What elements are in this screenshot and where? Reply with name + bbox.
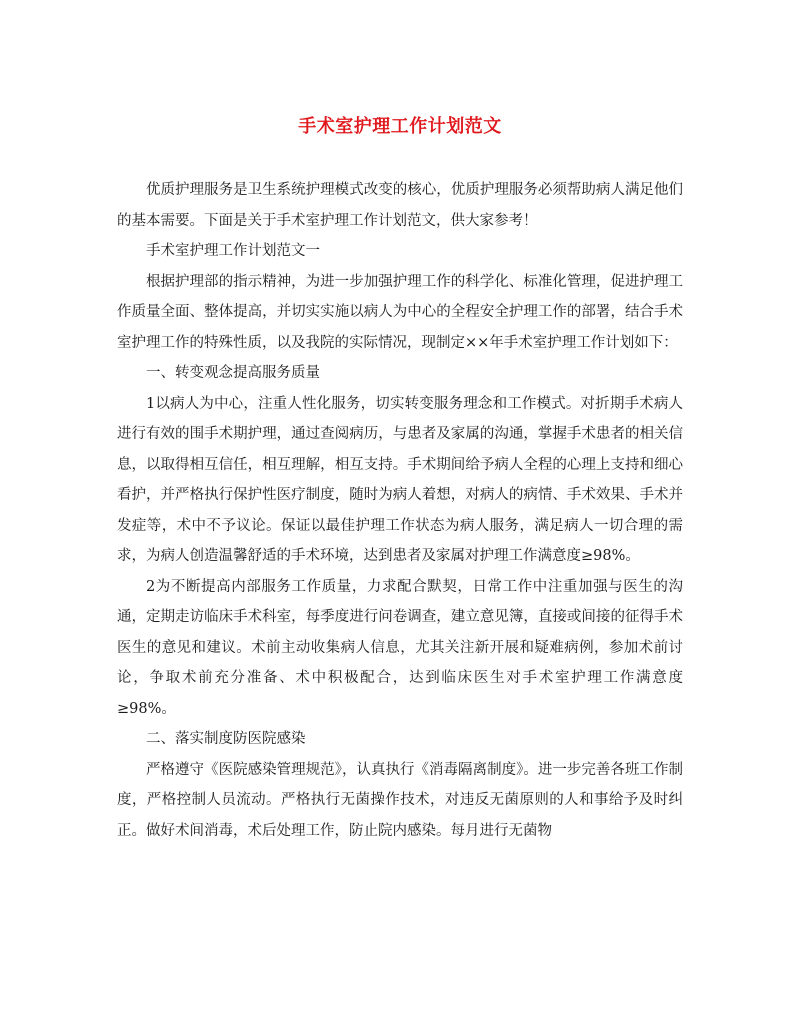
body-paragraph: 2为不断提高内部服务工作质量，力求配合默契，日常工作中注重加强与医生的沟通，定期走访临床手术科室，每季度进行问卷调查，建立意见簿，直接或间接的征得手术医生的意见和建议。术前主动收集病人信息，尤其关注新开展和疑难病例，参加术前讨论，争取术前充分准备、术中积极配合，达到临床医生对手术室护理工作满意度≥98%。 bbox=[117, 578, 683, 717]
document-body bbox=[117, 175, 683, 846]
intro-paragraph: 优质护理服务是卫生系统护理模式改变的核心，优质护理服务必须帮助病人满足他们的基本需要。下面是关于手术室护理工作计划范文，供大家参考！ bbox=[117, 182, 683, 229]
body-paragraph: 1以病人为中心，注重人性化服务，切实转变服务理念和工作模式。对折期手术病人进行有效的围手术期护理，通过查阅病历，与患者及家属的沟通，掌握手术患者的相关信息，以取得相互信任，相互理解，相互支持。手术期间给予病人全程的心理上支持和细心看护，并严格执行保护性医疗制度，随时为病人着想，对病人的病情、手术效果、手术并发症等，术中不予议论。保证以最佳护理工作状态为病人服务，满足病人一切合理的需求，为病人创造温馨舒适的手术环境，达到患者及家属对护理工作满意度≥98%。 bbox=[117, 395, 683, 564]
document-title: 手术室护理工作计划范文 bbox=[298, 116, 502, 137]
body-paragraph: 严格遵守《医院感染管理规范》，认真执行《消毒隔离制度》。进一步完善各班工作制度，严格控制人员流动。严格执行无菌操作技术，对违反无菌原则的人和事给予及时纠正。做好术间消毒，术后处理工作，防止院内感染。每月进行无菌物 bbox=[117, 761, 683, 839]
section-heading-plan-one: 手术室护理工作计划范文一 bbox=[146, 243, 320, 259]
section-heading-infection-control: 二、落实制度防医院感染 bbox=[146, 731, 306, 747]
section-heading-service-quality: 一、转变观念提高服务质量 bbox=[146, 365, 320, 381]
body-paragraph: 根据护理部的指示精神，为进一步加强护理工作的科学化、标准化管理，促进护理工作质量全面、整体提高，并切实实施以病人为中心的全程安全护理工作的部署，结合手术室护理工作的特殊性质，以及我院的实际情况，现制定××年手术室护理工作计划如下： bbox=[117, 273, 683, 351]
